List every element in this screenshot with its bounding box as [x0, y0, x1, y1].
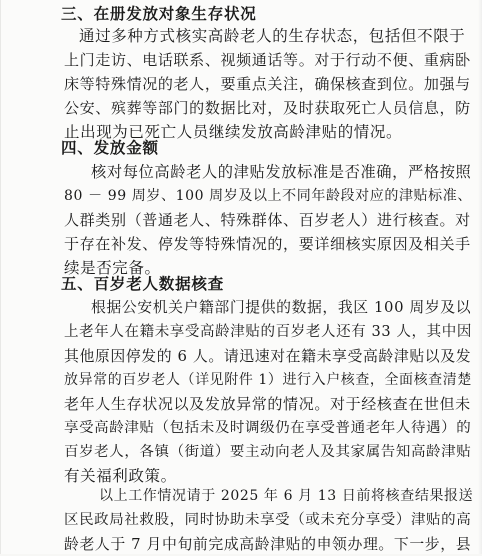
paragraph-line: 以上工作情况请于 2025 年 6 月 13 日前将核查结果报送 [99, 488, 474, 504]
paragraph-line: 区民政局社救股，同时协助未享受（或未充分享受）津贴的高 [64, 512, 472, 528]
paragraph-line: 床等特殊情况的老人，要重点关注，确保核查到位。加强与 [64, 75, 471, 93]
paragraph-line: 上门走访、电话联系、视频通话等。对于行动不便、重病卧 [64, 51, 471, 69]
paragraph-line: 80 － 99 周岁、100 周岁及以上不同年龄段对应的津贴标准、 [64, 188, 472, 204]
section-heading-5: 五、百岁老人数据核查 [61, 275, 225, 293]
paragraph-line: 续是否完备。 [64, 259, 161, 277]
paragraph-line: 享受高龄津贴（包括未及时调级仍在享受普通老年人待遇）的 [64, 420, 472, 436]
paragraph-line: 核对每位高龄老人的津贴发放标准是否准确，严格按照 [91, 163, 472, 181]
paragraph-line: 百岁老人，各镇（街道）要主动向老人及其家属告知高龄津贴 [64, 444, 472, 460]
page-edge-shadow [478, 0, 482, 554]
paragraph-line: 其他原因停发的 6 人。请迅速对在籍未享受高龄津贴以及发 [64, 347, 472, 365]
paragraph-line: 上老年人在籍未享受高龄津贴的百岁老人还有 33 人，其中因 [64, 324, 472, 340]
paragraph-line: 公安、殡葬等部门的数据比对，及时获取死亡人员信息，防 [64, 99, 471, 117]
paragraph-line: 人群类别（普通老人、特殊群体、百岁老人）进行核查。对 [64, 211, 471, 229]
paragraph-line: 老年人生存状况以及发放异常的情况。对于经核查在世但未 [64, 395, 471, 413]
section-heading-3: 三、在册发放对象生存状况 [61, 5, 257, 23]
paragraph-line: 有关福利政策。 [64, 467, 177, 485]
paragraph-line: 于存在补发、停发等特殊情况的，要详细核实原因及相关手 [64, 235, 471, 253]
section-heading-4: 四、发放金额 [61, 139, 159, 157]
paragraph-line: 龄老人于 7 月中旬前完成高龄津贴的申领办理。下一步，县 [64, 535, 472, 553]
paragraph-line: 止出现为已死亡人员继续发放高龄津贴的情况。 [64, 123, 403, 141]
paragraph-line: 根据公安机关户籍部门提供的数据，我区 100 周岁及以 [91, 299, 472, 316]
paragraph-line: 放异常的百岁老人（详见附件 1）进行入户核查，全面核查清楚 [64, 372, 472, 388]
paragraph-line: 通过多种方式核实高龄老人的生存状态，包括但不限于 [79, 27, 466, 45]
